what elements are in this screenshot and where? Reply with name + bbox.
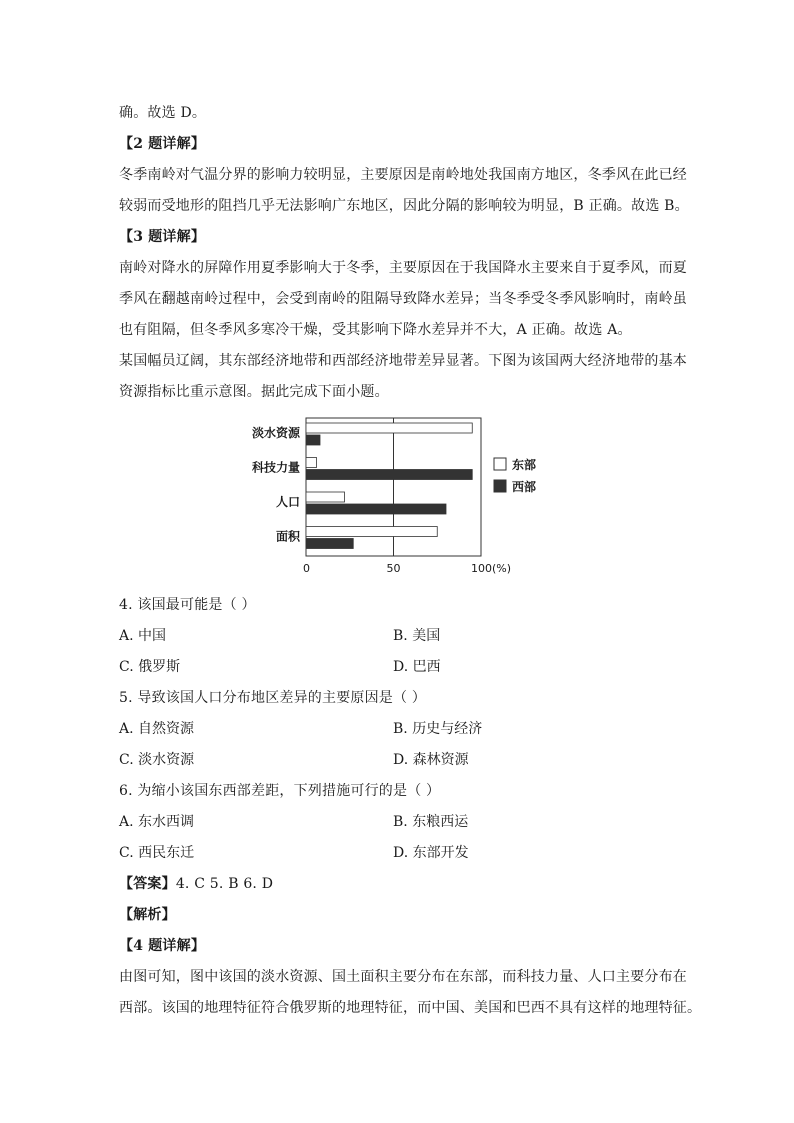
question-4 (119, 590, 679, 683)
option-a[interactable]: A. 自然资源 (119, 721, 195, 737)
option-c[interactable]: C. 淡水资源 (119, 752, 195, 768)
section-heading-q2: 【2 题详解】 (119, 136, 206, 152)
text-line: 南岭对降水的屏障作用夏季影响大于冬季，主要原因在于我国降水主要来自于夏季风，而夏 (119, 260, 687, 276)
bar-east (306, 527, 437, 537)
option-a[interactable]: A. 东水西调 (119, 814, 195, 830)
analysis-line: 由图可知，图中该国的淡水资源、国土面积主要分布在东部，而科技力量、人口主要分布在 (119, 969, 687, 985)
bar-west (306, 470, 472, 480)
bar-east (306, 492, 345, 502)
option-c[interactable]: C. 俄罗斯 (119, 659, 181, 675)
intro-line: 某国幅员辽阔，其东部经济地带和西部经济地带差异显著。下图为该国两大经济地带的基本 (119, 353, 687, 369)
option-c[interactable]: C. 西民东迁 (119, 845, 195, 861)
analysis-line: 西部。该国的地理特征符合俄罗斯的地理特征，而中国、美国和巴西不具有这样的地理特征。 (119, 1000, 702, 1016)
question-stem: 6. 为缩小该国东西部差距，下列措施可行的是（ ） (119, 783, 441, 799)
question-list (119, 590, 679, 869)
answer-label: 【答案】 (119, 876, 176, 892)
option-d[interactable]: D. 森林资源 (393, 752, 469, 768)
bar-west (306, 539, 353, 549)
text-line: 季风在翻越南岭过程中，会受到南岭的阻隔导致降水差异；当冬季受冬季风影响时，南岭虽 (119, 291, 687, 307)
text-line: 也有阻隔，但冬季风多寒冷干燥，受其影响下降水差异并不大，A 正确。故选 A。 (119, 322, 632, 338)
option-b[interactable]: B. 东粮西运 (393, 814, 469, 830)
x-tick-label: 0 (303, 562, 310, 575)
text-line: 确。故选 D。 (119, 105, 207, 121)
option-d[interactable]: D. 巴西 (393, 659, 441, 675)
bar-east (306, 458, 317, 468)
answer-text: 4. C 5. B 6. D (175, 876, 274, 892)
document-page (119, 98, 702, 1024)
option-row (119, 838, 679, 869)
section-heading-q4: 【4 题详解】 (119, 938, 206, 954)
category-label: 淡水资源 (251, 426, 300, 440)
option-b[interactable]: B. 历史与经济 (393, 721, 483, 737)
option-row (119, 652, 679, 683)
analysis-heading: 【解析】 (119, 907, 176, 923)
category-label: 面积 (275, 529, 300, 544)
legend-swatch (494, 480, 506, 492)
option-row (119, 621, 679, 652)
text-line: 冬季南岭对气温分界的影响力较明显，主要原因是南岭地处我国南方地区，冬季风在此已经 (119, 167, 687, 183)
question-stem: 4. 该国最可能是（ ） (119, 597, 256, 613)
x-tick-label: 100(%) (471, 562, 512, 575)
bar-west (306, 435, 320, 445)
question-5 (119, 683, 679, 776)
bar-chart-svg (244, 414, 554, 582)
intro-line: 资源指标比重示意图。据此完成下面小题。 (119, 384, 389, 400)
resource-chart (119, 414, 679, 582)
option-row (119, 745, 679, 776)
x-tick-label: 50 (386, 562, 401, 575)
option-d[interactable]: D. 东部开发 (393, 845, 469, 861)
category-label: 人口 (275, 495, 300, 509)
text-line: 较弱而受地形的阻挡几乎无法影响广东地区，因此分隔的影响较为明显，B 正确。故选 B。 (119, 198, 689, 214)
section-heading-q3: 【3 题详解】 (119, 229, 206, 245)
option-row (119, 807, 679, 838)
option-b[interactable]: B. 美国 (393, 628, 441, 644)
answer-line (119, 869, 679, 900)
legend-label: 西部 (512, 480, 537, 494)
option-a[interactable]: A. 中国 (119, 628, 167, 644)
legend-swatch (494, 458, 506, 470)
question-6 (119, 776, 679, 869)
legend-label: 东部 (512, 458, 537, 472)
option-row (119, 714, 679, 745)
bar-east (306, 423, 472, 433)
bar-west (306, 504, 446, 514)
category-label: 科技力量 (251, 460, 300, 475)
question-stem: 5. 导致该国人口分布地区差异的主要原因是（ ） (119, 690, 427, 706)
